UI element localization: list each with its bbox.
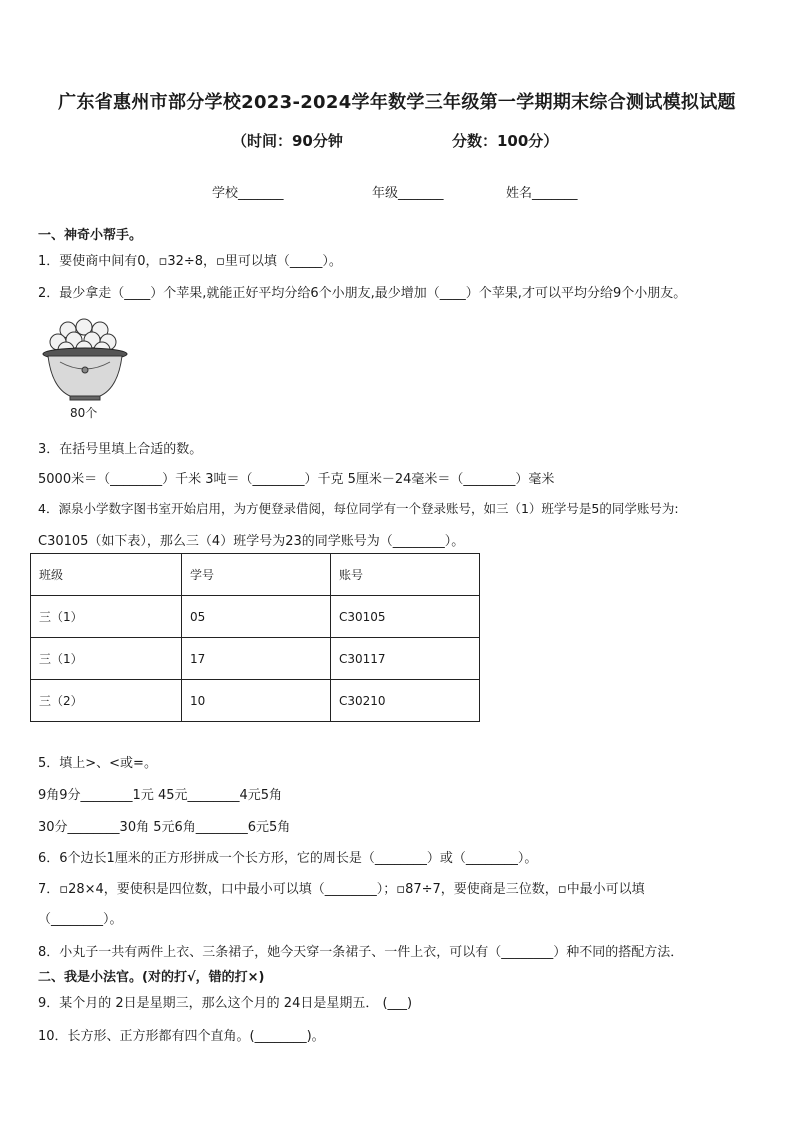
- question-5: 5．填上>、<或=。: [38, 756, 157, 771]
- image-caption: 80个: [70, 406, 98, 420]
- table-header-cell: 账号: [331, 554, 480, 596]
- question-4-line-1: 4．源泉小学数字图书室开始启用，为方便登录借阅，每位同学有一个登录账号，如三（1）班学号是5的同学账号为:: [38, 501, 679, 516]
- page-title: 广东省惠州市部分学校2023-2024学年数学三年级第一学期期末综合测试模拟试题: [58, 92, 736, 113]
- question-5-line-1: 9角9分________1元 45元________4元5角: [38, 788, 283, 803]
- question-6: 6．6个边长1厘米的正方形拼成一个长方形，它的周长是（________）或（________）。: [38, 851, 538, 866]
- school-field: 学校_______: [212, 186, 284, 201]
- table-row: [31, 638, 480, 680]
- question-2: 2．最少拿走（____）个苹果,就能正好平均分给6个小朋友,最少增加（____）个苹果,才可以平均分给9个小朋友。: [38, 286, 687, 301]
- table-cell: C30117: [331, 638, 480, 680]
- question-3-items: 5000米＝（________）千米 3吨＝（________）千克 5厘米－24毫米＝（________）毫米: [38, 472, 555, 487]
- question-3: 3．在括号里填上合适的数。: [38, 442, 203, 457]
- question-7-line-2: （________）。: [38, 912, 123, 927]
- section-1-heading: 一、神奇小帮手。: [38, 228, 143, 243]
- question-1: 1．要使商中间有0，▫32÷8，▫里可以填（_____）。: [38, 254, 342, 269]
- table-header-cell: 班级: [31, 554, 182, 596]
- table-row: [31, 680, 480, 722]
- table-cell: C30210: [331, 680, 480, 722]
- question-8: 8．小丸子一共有两件上衣、三条裙子，她今天穿一条裙子、一件上衣，可以有（________）种不同的搭配方法．: [38, 945, 684, 960]
- table-row: [31, 596, 480, 638]
- question-5-line-2: 30分________30角 5元6角________6元5角: [38, 820, 291, 835]
- table-cell: 三（1）: [31, 638, 182, 680]
- question-4-line-2: C30105（如下表），那么三（4）班学号为23的同学账号为（________）。: [38, 534, 465, 549]
- table-header-row: [31, 554, 480, 596]
- section-2-heading: 二、我是小法官。(对的打√，错的打×): [38, 970, 265, 985]
- table-cell: 17: [182, 638, 331, 680]
- question-7-line-1: 7．▫28×4，要使积是四位数，口中最小可以填（________）；▫87÷7，要使商是三位数，▫中最小可以填: [38, 882, 645, 897]
- table-cell: 05: [182, 596, 331, 638]
- exam-time: （时间：90分钟: [232, 132, 343, 150]
- question-10: 10．长方形、正方形都有四个直角。(________)。: [38, 1029, 325, 1044]
- table-cell: 三（1）: [31, 596, 182, 638]
- grade-field: 年级_______: [372, 186, 444, 201]
- table-cell: 三（2）: [31, 680, 182, 722]
- exam-score: 分数：100分）: [452, 132, 559, 150]
- table-cell: C30105: [331, 596, 480, 638]
- account-table: [30, 553, 480, 722]
- name-field: 姓名_______: [506, 186, 578, 201]
- table-header-cell: 学号: [182, 554, 331, 596]
- apple-basket-illustration: [40, 318, 130, 406]
- question-9: 9．某个月的 2日是星期三，那么这个月的 24日是星期五． (___): [38, 996, 413, 1011]
- table-cell: 10: [182, 680, 331, 722]
